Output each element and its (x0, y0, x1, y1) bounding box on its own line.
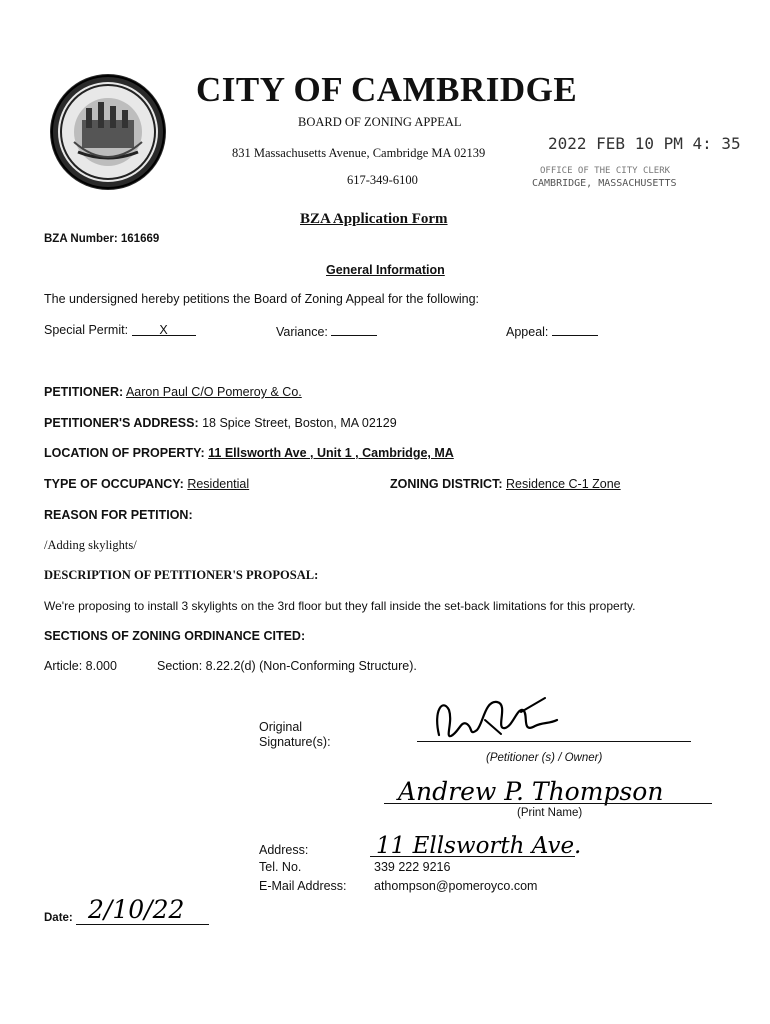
petitioner-value: Aaron Paul C/O Pomeroy & Co. (125, 385, 302, 399)
date-text: 2/10/22 (88, 895, 185, 924)
email-label: E-Mail Address: (259, 879, 347, 893)
occupancy-row (44, 477, 249, 491)
print-name-handwriting (396, 770, 664, 810)
date-line (76, 924, 209, 925)
email-value: athompson@pomeroyco.com (374, 879, 538, 893)
address-text: 11 Ellsworth Ave. (376, 833, 582, 859)
bza-number-label: BZA Number: (44, 233, 118, 245)
board-name: BOARD OF ZONING APPEAL (298, 115, 462, 129)
print-name-caption: (Print Name) (517, 807, 583, 819)
location-value: 11 Ellsworth Ave , Unit 1 , Cambridge, MA (208, 446, 454, 460)
date-label: Date: (44, 912, 73, 924)
section-heading: General Information (326, 263, 445, 277)
occupancy-label: TYPE OF OCCUPANCY: (44, 477, 184, 491)
petitioner-row (44, 385, 302, 399)
location-label: LOCATION OF PROPERTY: (44, 446, 205, 460)
bza-number (44, 233, 159, 245)
tel-label: Tel. No. (259, 860, 302, 874)
board-address: 831 Massachusetts Avenue, Cambridge MA 02139 (232, 146, 486, 160)
petitioner-caption: (Petitioner (s) / Owner) (486, 752, 603, 764)
original-label-line-2: Signature(s): (259, 735, 331, 749)
signature-line (417, 741, 691, 742)
address-label: Address: (259, 843, 309, 857)
variance-value[interactable] (331, 323, 377, 336)
description-value: We're proposing to install 3 skylights on the 3rd floor but they fall inside the set-back limitations for this property. (44, 599, 636, 613)
special-permit-value[interactable]: X (132, 323, 196, 336)
district-row (390, 477, 621, 491)
variance-label: Variance: (276, 325, 328, 339)
received-stamp-office: OFFICE OF THE CITY CLERK (540, 166, 671, 176)
intro-text: The undersigned hereby petitions the Board of Zoning Appeal for the following: (44, 292, 480, 306)
date-handwriting (84, 890, 214, 926)
petitioner-address-value: 18 Spice Street, Boston, MA 02129 (202, 416, 397, 430)
petitioner-address-row (44, 416, 397, 430)
original-label-line-1: Original (259, 720, 303, 734)
description-label: DESCRIPTION OF PETITIONER'S PROPOSAL: (44, 568, 319, 582)
appeal-label: Appeal: (506, 325, 549, 339)
sections-label: SECTIONS OF ZONING ORDINANCE CITED: (44, 629, 306, 643)
petitioner-label: PETITIONER: (44, 385, 124, 399)
district-label: ZONING DISTRICT: (390, 477, 503, 491)
received-stamp-date: 2022 FEB 10 PM 4: 35 (548, 134, 741, 153)
received-stamp-city: CAMBRIDGE, MASSACHUSETTS (532, 178, 677, 189)
district-value: Residence C-1 Zone (505, 477, 621, 491)
article-value: Article: 8.000 (44, 659, 117, 673)
appeal-value[interactable] (552, 323, 598, 336)
print-name-line (384, 803, 712, 804)
appeal-field (506, 323, 598, 339)
special-permit-field (44, 323, 196, 337)
petitioner-address-label: PETITIONER'S ADDRESS: (44, 416, 199, 430)
city-seal (48, 72, 168, 192)
occupancy-value: Residential (187, 477, 250, 491)
location-row (44, 446, 454, 460)
section-value: Section: 8.22.2(d) (Non-Conforming Structure). (157, 659, 417, 673)
special-permit-label: Special Permit: (44, 323, 129, 337)
variance-field (276, 323, 377, 339)
board-phone: 617-349-6100 (347, 173, 418, 187)
tel-value: 339 222 9216 (374, 860, 451, 874)
reason-label: REASON FOR PETITION: (44, 508, 193, 522)
original-signature-label (259, 720, 331, 750)
reason-value: /Adding skylights/ (44, 538, 137, 552)
address-line (370, 856, 575, 857)
bza-number-value: 161669 (120, 233, 160, 245)
print-name-text: Andrew P. Thompson (398, 777, 664, 806)
city-title: CITY OF CAMBRIDGE (196, 70, 578, 109)
form-title: BZA Application Form (300, 211, 448, 227)
